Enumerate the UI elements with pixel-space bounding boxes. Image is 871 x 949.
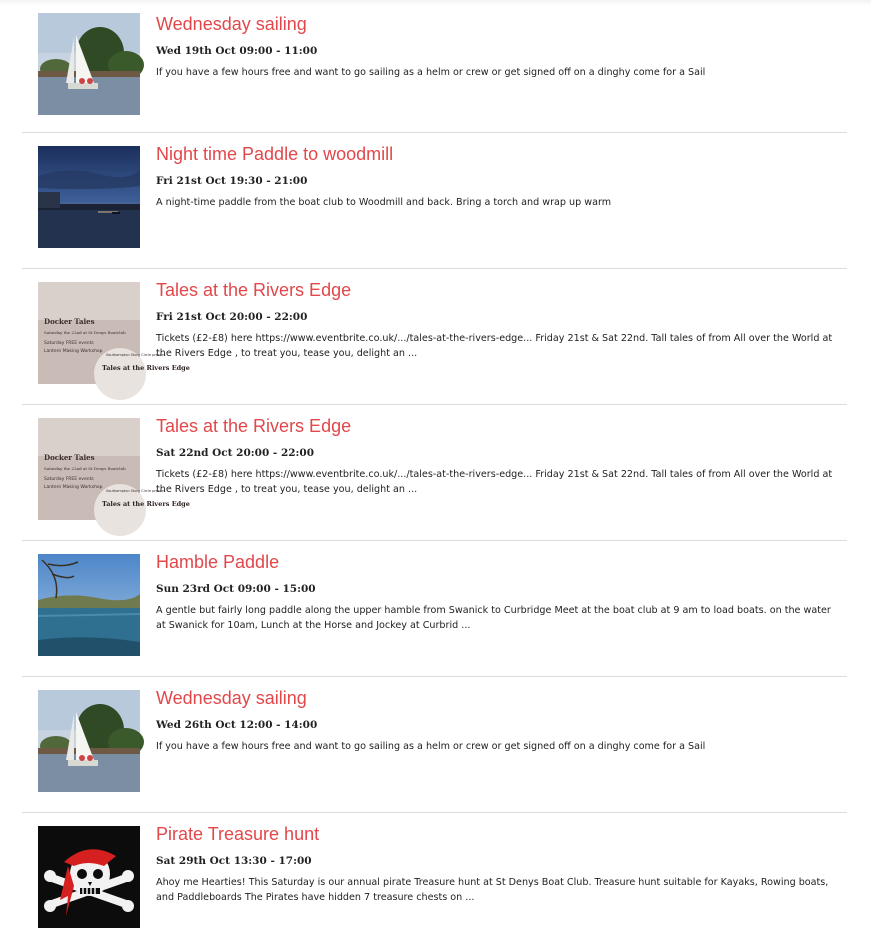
night-paddle-photo[interactable] xyxy=(38,146,140,248)
event-description: If you have a few hours free and want to go sailing as a helm or crew or get signed off on a dinghy come for a Sail xyxy=(156,741,706,752)
poster-text: Saturday the 22nd at St Denys Boatclub xyxy=(44,466,126,471)
event-item xyxy=(22,0,847,133)
event-item xyxy=(22,269,847,405)
event-date: Sat 29th Oct 13:30 - 17:00 xyxy=(156,855,312,867)
sailing-photo[interactable] xyxy=(38,13,140,115)
pirate-flag[interactable] xyxy=(38,826,140,928)
event-list xyxy=(22,0,847,949)
event-title[interactable]: Wednesday sailing xyxy=(156,688,307,708)
poster-text: Southampton Story Circle present xyxy=(106,489,166,493)
event-title[interactable]: Night time Paddle to woodmill xyxy=(156,144,394,164)
event-date: Wed 19th Oct 09:00 - 11:00 xyxy=(156,45,318,57)
poster-text: Docker Tales xyxy=(44,317,95,326)
poster-text: Docker Tales xyxy=(44,453,95,462)
event-item xyxy=(22,133,847,269)
event-item xyxy=(22,541,847,677)
poster-text: Saturday the 22nd at St Denys Boatclub xyxy=(44,330,126,335)
tales-poster[interactable] xyxy=(38,418,190,520)
event-title[interactable]: Tales at the Rivers Edge xyxy=(156,416,352,436)
poster-text: Tales at the Rivers Edge xyxy=(102,364,190,372)
event-title[interactable]: Hamble Paddle xyxy=(156,552,280,572)
event-date: Wed 26th Oct 12:00 - 14:00 xyxy=(156,719,318,731)
poster-text: Lantern Making Workshop xyxy=(44,349,103,354)
event-title[interactable]: Tales at the Rivers Edge xyxy=(156,280,352,300)
poster-text: Saturday FREE events xyxy=(44,477,94,482)
event-item xyxy=(22,813,847,949)
event-item xyxy=(22,677,847,813)
poster-text: Saturday FREE events xyxy=(44,341,94,346)
event-description: If you have a few hours free and want to go sailing as a helm or crew or get signed off on a dinghy come for a Sail xyxy=(156,67,706,78)
event-title[interactable]: Wednesday sailing xyxy=(156,14,307,34)
event-date: Sun 23rd Oct 09:00 - 15:00 xyxy=(156,583,316,595)
event-date: Fri 21st Oct 19:30 - 21:00 xyxy=(156,175,308,187)
poster-text: Tales at the Rivers Edge xyxy=(102,500,190,508)
event-description: A gentle but fairly long paddle along the upper hamble from Swanick to Curbridge Meet at the boat club at 9 am to load boats. on the water at Swanick for 10am, Lunch at the Horse and Jockey at Curbrid ... xyxy=(156,605,831,631)
event-description: Tickets (£2-£8) here https://www.eventbrite.co.uk/.../tales-at-the-rivers-edge... Friday 21st & Sat 22nd. Tall tales of from All over the World at the Rivers Edge , to treat you, tease you, delight an ... xyxy=(156,469,833,495)
event-description: Tickets (£2-£8) here https://www.eventbrite.co.uk/.../tales-at-the-rivers-edge... Friday 21st & Sat 22nd. Tall tales of from All over the World at the Rivers Edge , to treat you, tease you, delight an ... xyxy=(156,333,833,359)
tales-poster[interactable] xyxy=(38,282,190,384)
poster-text: Lantern Making Workshop xyxy=(44,485,103,490)
event-date: Fri 21st Oct 20:00 - 22:00 xyxy=(156,311,308,323)
poster-text: Southampton Story Circle present xyxy=(106,353,166,357)
event-description: Ahoy me Hearties! This Saturday is our annual pirate Treasure hunt at St Denys Boat Club. Treasure hunt suitable for Kayaks, Rowing boats, and Paddleboards The Pirates have hidden 7 treasure chests on ... xyxy=(156,877,829,903)
event-description: A night-time paddle from the boat club to Woodmill and back. Bring a torch and wrap up warm xyxy=(156,197,612,208)
event-date: Sat 22nd Oct 20:00 - 22:00 xyxy=(156,447,315,459)
river-photo[interactable] xyxy=(38,554,140,656)
sailing-photo[interactable] xyxy=(38,690,140,792)
event-title[interactable]: Pirate Treasure hunt xyxy=(156,824,320,844)
event-item xyxy=(22,405,847,541)
